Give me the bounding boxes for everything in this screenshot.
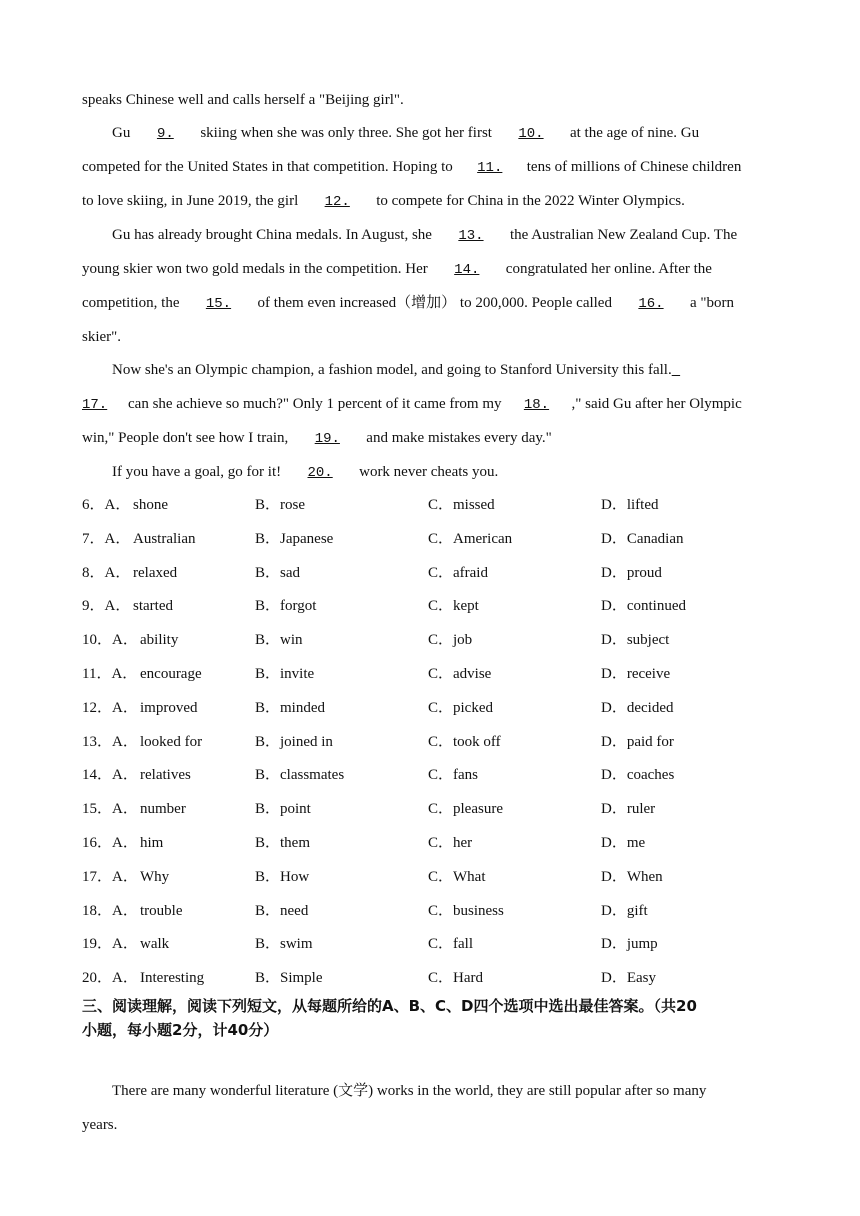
option-a: started — [133, 598, 173, 615]
option-a: Why — [140, 868, 170, 885]
passage-line: speaks Chinese well and calls herself a "Beijing girl". — [82, 92, 404, 108]
option-d: D．When — [601, 868, 663, 885]
option-c: C．kept — [428, 598, 479, 615]
text: tens of millions of Chinese children — [526, 159, 742, 175]
option-b: B．them — [255, 835, 310, 851]
question-number: 17．A． — [82, 868, 138, 885]
option-d: D．continued — [601, 598, 686, 615]
text: congratulated her online. After the — [505, 261, 712, 277]
option-c: C．job — [428, 632, 473, 649]
text: Gu — [112, 125, 131, 141]
passage-line — [112, 360, 696, 381]
section-heading: 三、阅读理解，阅读下列短文，从每题所给的A、B、C、D四个选项中选出最佳答案。（共20 — [82, 997, 697, 1015]
option-c: C．missed — [428, 497, 495, 513]
passage-line: years. — [82, 1117, 118, 1133]
text: Now she's an Olympic champion, a fashion model, and going to Stanford University this fall. — [112, 362, 672, 378]
text: to compete for China in the 2022 Winter Olympics. — [376, 193, 685, 209]
text: and make mistakes every day." — [366, 430, 552, 446]
blank-20: 20. — [307, 465, 333, 481]
question-number: 19．A． — [82, 936, 138, 953]
option-d: D．subject — [601, 632, 670, 649]
question-number: 18．A． — [82, 902, 138, 919]
question-number: 6．A． — [82, 497, 131, 513]
text: young skier won two gold medals in the competition. Her — [82, 261, 428, 277]
text: the Australian New Zealand Cup. The — [509, 227, 738, 243]
question-number: 7．A． — [82, 530, 131, 547]
option-b: B．Japanese — [255, 530, 334, 547]
text: of them even increased（增加） to 200,000. People called — [257, 295, 612, 311]
text: ," said Gu after her Olympic — [571, 396, 742, 412]
option-row — [82, 765, 782, 785]
option-c: C．Hard — [428, 970, 483, 987]
passage-line: skier". — [82, 329, 122, 345]
option-c: C．American — [428, 530, 513, 547]
option-b: B．need — [255, 902, 309, 919]
blank-12: 12. — [324, 194, 350, 210]
blank-line — [672, 361, 696, 381]
option-row — [82, 968, 782, 988]
option-row — [82, 630, 782, 650]
option-row — [82, 934, 782, 954]
option-a: Australian — [133, 530, 196, 547]
question-number: 11．A． — [82, 666, 138, 682]
question-number: 14．A． — [82, 767, 138, 784]
question-number: 20．A． — [82, 970, 138, 987]
passage-line — [82, 428, 552, 449]
option-b: B．rose — [255, 497, 305, 513]
question-number: 10．A． — [82, 632, 138, 649]
option-b: B．swim — [255, 936, 313, 953]
option-a: relatives — [140, 767, 191, 784]
option-a: relaxed — [133, 564, 178, 581]
text: competition, the — [82, 295, 180, 311]
option-row — [82, 664, 782, 684]
text: If you have a goal, go for it! — [112, 464, 282, 480]
option-b: B．forgot — [255, 598, 317, 615]
option-b: B．classmates — [255, 767, 345, 784]
option-c: C．fans — [428, 767, 478, 784]
option-c: C．advise — [428, 666, 492, 682]
option-d: D．proud — [601, 564, 662, 581]
option-a: shone — [133, 497, 168, 513]
option-d: D．decided — [601, 699, 674, 716]
option-c: C．pleasure — [428, 801, 503, 818]
option-row — [82, 867, 782, 887]
option-row — [82, 799, 782, 819]
text: work never cheats you. — [359, 464, 499, 480]
passage-line — [82, 259, 712, 280]
passage-line — [112, 123, 699, 144]
text: to love skiing, in June 2019, the girl — [82, 193, 299, 209]
blank-18: 18. — [523, 397, 550, 413]
passage-line — [82, 191, 685, 212]
option-c: C．took off — [428, 733, 501, 750]
text: win," People don't see how I train, — [82, 430, 289, 446]
option-d: D．me — [601, 835, 646, 851]
blank-19: 19. — [314, 431, 340, 447]
question-number: 9．A． — [82, 598, 131, 615]
option-a: Interesting — [140, 970, 205, 987]
text: at the age of nine. Gu — [569, 125, 700, 141]
text: can she achieve so much?" Only 1 percent of it came from my — [128, 396, 502, 412]
option-b: B．How — [255, 868, 310, 885]
blank-13: 13. — [458, 228, 484, 244]
blank-11: 11. — [477, 160, 503, 176]
option-c: C．afraid — [428, 564, 488, 581]
option-a: ability — [140, 632, 179, 649]
option-a: trouble — [140, 902, 183, 919]
option-a: improved — [140, 699, 198, 716]
blank-14: 14. — [454, 262, 480, 278]
option-b: B．minded — [255, 699, 325, 716]
option-a: walk — [140, 936, 170, 953]
option-d: D．receive — [601, 666, 671, 682]
question-number: 13．A． — [82, 733, 138, 750]
option-b: B．joined in — [255, 733, 333, 750]
option-row — [82, 495, 782, 515]
option-a: him — [140, 835, 164, 851]
question-number: 12．A． — [82, 699, 138, 716]
blank-15: 15. — [205, 296, 232, 312]
option-d: D．lifted — [601, 497, 659, 513]
section-heading: 小题，每小题2分，计40分） — [82, 1021, 279, 1039]
question-number: 8．A． — [82, 564, 131, 581]
option-a: encourage — [140, 666, 202, 682]
option-row — [82, 596, 782, 616]
option-d: D．jump — [601, 936, 658, 953]
option-d: D．Canadian — [601, 530, 684, 547]
option-d: D．Easy — [601, 970, 656, 987]
option-b: B．win — [255, 632, 303, 649]
text: Gu has already brought China medals. In August, she — [112, 227, 432, 243]
blank-9: 9. — [156, 126, 174, 142]
option-a: looked for — [140, 733, 203, 750]
option-row — [82, 732, 782, 752]
option-d: D．paid for — [601, 733, 674, 750]
blank-17: 17. — [82, 397, 108, 413]
passage-line — [112, 462, 498, 483]
option-b: B．invite — [255, 666, 315, 682]
passage-line: There are many wonderful literature (文学) works in the world, they are still popular after so many — [112, 1083, 707, 1099]
question-number: 16．A． — [82, 835, 138, 851]
option-a: number — [140, 801, 186, 818]
option-c: C．business — [428, 902, 504, 919]
option-c: C．fall — [428, 936, 473, 953]
text: skiing when she was only three. She got her first — [200, 125, 492, 141]
passage-line — [112, 225, 737, 246]
option-d: D．ruler — [601, 801, 656, 818]
option-b: B．Simple — [255, 970, 323, 987]
option-row — [82, 833, 782, 853]
option-row — [82, 563, 782, 583]
passage-line — [82, 157, 741, 178]
option-c: C．picked — [428, 699, 493, 716]
option-c: C．her — [428, 835, 473, 851]
question-number: 15．A． — [82, 801, 138, 818]
option-d: D．gift — [601, 902, 648, 919]
option-row — [82, 529, 782, 549]
option-d: D．coaches — [601, 767, 675, 784]
text: competed for the United States in that competition. Hoping to — [82, 159, 453, 175]
blank-10: 10. — [518, 126, 544, 142]
text: a "born — [689, 295, 735, 311]
option-row — [82, 901, 782, 921]
blank-16: 16. — [638, 296, 664, 312]
option-b: B．point — [255, 801, 311, 818]
passage-line — [82, 394, 742, 415]
passage-line — [82, 293, 734, 314]
option-b: B．sad — [255, 564, 301, 581]
option-row — [82, 698, 782, 718]
option-c: C．What — [428, 868, 486, 885]
